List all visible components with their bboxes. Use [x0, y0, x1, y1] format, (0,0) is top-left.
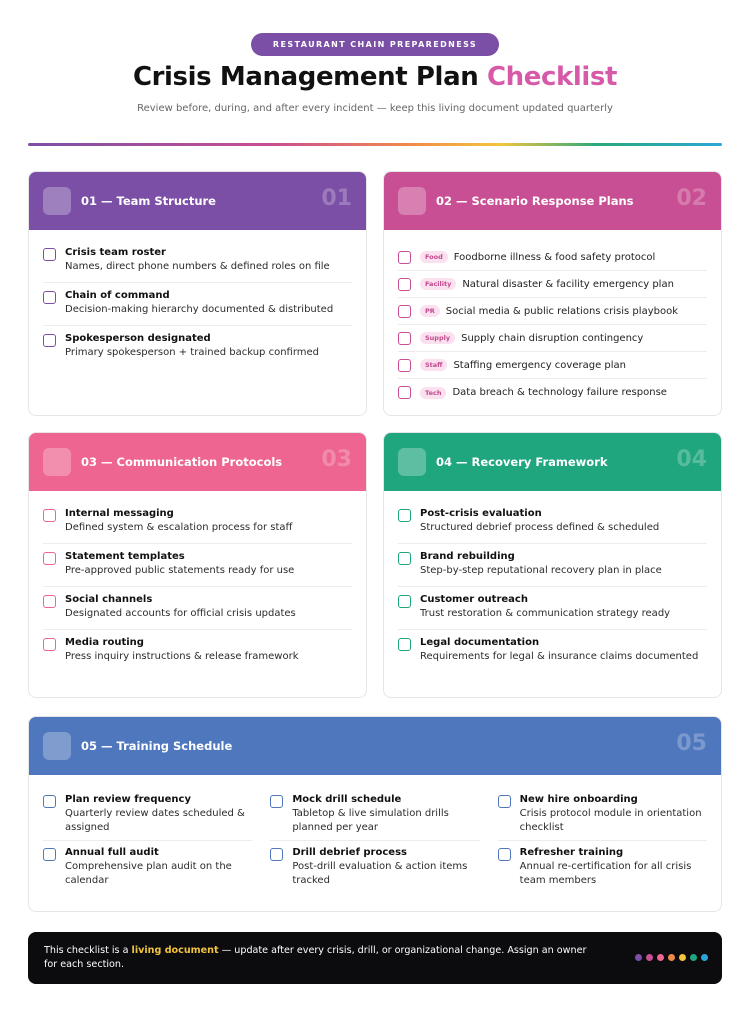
checkbox[interactable]: [43, 334, 56, 347]
card-communication-protocols: [28, 432, 367, 698]
checklist-item: [398, 325, 707, 352]
checkbox[interactable]: [43, 848, 56, 861]
item-description: Step-by-step reputational recovery plan in place: [420, 565, 662, 576]
item-description: Primary spokesperson + trained backup confirmed: [65, 347, 320, 358]
item-title: Refresher training: [519, 847, 624, 858]
checkbox[interactable]: [43, 595, 56, 608]
section-title: 02 — Scenario Response Plans: [436, 194, 634, 208]
checkbox[interactable]: [398, 332, 411, 345]
checklist-item: [398, 507, 707, 544]
item-description: Comprehensive plan audit on the calendar: [65, 861, 232, 886]
category-badge: RESTAURANT CHAIN PREPAREDNESS: [251, 33, 499, 56]
section-title: 04 — Recovery Framework: [436, 455, 608, 469]
item-description: Pre-approved public statements ready for use: [65, 565, 295, 576]
item-title: Statement templates: [65, 551, 185, 562]
item-description: Defined system & escalation process for staff: [65, 522, 293, 533]
checklist-item: [398, 379, 707, 406]
section-icon: [398, 187, 426, 215]
item-description: Quarterly review dates scheduled & assigned: [65, 808, 245, 833]
item-description: Press inquiry instructions & release framework: [65, 651, 299, 662]
item-text: Social media & public relations crisis playbook: [445, 305, 678, 317]
checklist-item: [43, 246, 352, 283]
checklist-column: [270, 793, 479, 898]
section-title: 05 — Training Schedule: [81, 739, 233, 753]
checklist-item: [43, 593, 352, 630]
section-icon: [398, 448, 426, 476]
category-tag: Facility: [420, 278, 456, 290]
category-tag: Food: [420, 251, 448, 263]
card-scenario-response: [383, 171, 722, 416]
item-description: Designated accounts for official crisis updates: [65, 608, 296, 619]
checklist-item: [398, 593, 707, 630]
item-description: Trust restoration & communication strategy ready: [420, 608, 671, 619]
item-title: Mock drill schedule: [292, 794, 402, 805]
card-recovery-framework: [383, 432, 722, 698]
checklist-item: [43, 636, 352, 672]
card-header: [384, 433, 721, 491]
color-dot: [701, 954, 708, 961]
color-dot: [679, 954, 686, 961]
item-title: Customer outreach: [420, 594, 528, 605]
item-title: Media routing: [65, 637, 144, 648]
checklist-item: [43, 793, 252, 841]
item-title: Plan review frequency: [65, 794, 191, 805]
title-accent: Checklist: [486, 62, 618, 92]
item-title: Chain of command: [65, 290, 170, 301]
footer-highlight: living document: [131, 945, 219, 956]
category-tag: Staff: [420, 359, 447, 371]
checkbox[interactable]: [43, 552, 56, 565]
checkbox[interactable]: [498, 848, 511, 861]
color-dot: [690, 954, 697, 961]
item-text: Staffing emergency coverage plan: [453, 359, 626, 371]
section-number: 01: [321, 186, 352, 211]
item-title: Legal documentation: [420, 637, 540, 648]
card-team-structure: [28, 171, 367, 416]
checklist-item: [43, 550, 352, 587]
section-number: 02: [676, 186, 707, 211]
card-header: [29, 717, 721, 775]
item-title: Internal messaging: [65, 508, 174, 519]
footer-text: [44, 944, 589, 972]
color-dot: [668, 954, 675, 961]
checklist-item: [43, 289, 352, 326]
color-dot: [635, 954, 642, 961]
section-number: 04: [676, 447, 707, 472]
item-description: Names, direct phone numbers & defined roles on file: [65, 261, 330, 272]
card-header: [29, 433, 366, 491]
section-number: 05: [676, 731, 707, 756]
checkbox[interactable]: [43, 291, 56, 304]
checklist-item: [270, 846, 479, 893]
gradient-divider: [28, 143, 722, 146]
checklist-item: [43, 507, 352, 544]
checkbox[interactable]: [270, 795, 283, 808]
checklist-item: [398, 298, 707, 325]
section-title: 01 — Team Structure: [81, 194, 216, 208]
checklist-item: [498, 793, 707, 841]
item-description: Tabletop & live simulation drills planned per year: [292, 808, 449, 833]
checkbox[interactable]: [398, 638, 411, 651]
footer-text-post: — update after every crisis, drill, or organizational change. Assign an owner for each section.: [44, 945, 587, 970]
section-title: 03 — Communication Protocols: [81, 455, 283, 469]
item-title: Post-crisis evaluation: [420, 508, 542, 519]
footer-note: [28, 932, 722, 984]
checklist-column: [498, 793, 707, 898]
checkbox[interactable]: [398, 278, 411, 291]
category-tag: Tech: [420, 387, 446, 399]
checkbox[interactable]: [398, 359, 411, 372]
checklist: [29, 491, 366, 672]
checkbox[interactable]: [398, 509, 411, 522]
card-header: [384, 172, 721, 230]
category-tag: PR: [420, 305, 440, 317]
checkbox[interactable]: [398, 595, 411, 608]
color-dots: [631, 954, 708, 961]
card-header: [29, 172, 366, 230]
checkbox[interactable]: [398, 305, 411, 318]
checklist-item: [398, 244, 707, 271]
item-description: Annual re-certification for all crisis team members: [519, 861, 692, 886]
checklist-item: [398, 352, 707, 379]
section-icon: [43, 732, 71, 760]
checkbox[interactable]: [43, 248, 56, 261]
item-description: Structured debrief process defined & scheduled: [420, 522, 660, 533]
checkbox[interactable]: [498, 795, 511, 808]
checklist-item: [43, 332, 352, 368]
item-title: Spokesperson designated: [65, 333, 211, 344]
item-description: Crisis protocol module in orientation checklist: [519, 808, 702, 833]
checkbox[interactable]: [43, 795, 56, 808]
checkbox[interactable]: [270, 848, 283, 861]
checklist-grid: [29, 775, 721, 898]
item-text: Natural disaster & facility emergency plan: [462, 278, 674, 290]
checklist-column: [43, 793, 252, 898]
checklist: [384, 230, 721, 406]
item-title: New hire onboarding: [519, 794, 638, 805]
section-icon: [43, 448, 71, 476]
page-subtitle: Review before, during, and after every incident — keep this living document updated quarterly: [137, 103, 613, 114]
checklist: [384, 491, 721, 672]
item-title: Annual full audit: [65, 847, 159, 858]
checkbox[interactable]: [398, 386, 411, 399]
color-dot: [657, 954, 664, 961]
checklist-item: [398, 636, 707, 672]
checklist-item: [398, 550, 707, 587]
checkbox[interactable]: [43, 638, 56, 651]
page-title: [0, 62, 750, 92]
checklist-item: [398, 271, 707, 298]
item-title: Brand rebuilding: [420, 551, 515, 562]
checkbox[interactable]: [398, 251, 411, 264]
footer-text-pre: This checklist is a: [44, 945, 132, 956]
card-training-schedule: [28, 716, 722, 912]
item-title: Drill debrief process: [292, 847, 407, 858]
item-description: Requirements for legal & insurance claims documented: [420, 651, 699, 662]
item-title: Crisis team roster: [65, 247, 166, 258]
item-text: Supply chain disruption contingency: [461, 332, 644, 344]
title-main: Crisis Management Plan: [132, 62, 479, 92]
section-icon: [43, 187, 71, 215]
item-description: Decision-making hierarchy documented & distributed: [65, 304, 334, 315]
section-number: 03: [321, 447, 352, 472]
checklist-item: [270, 793, 479, 841]
item-text: Foodborne illness & food safety protocol: [453, 251, 656, 263]
category-tag: Supply: [420, 332, 455, 344]
checklist-item: [498, 846, 707, 893]
color-dot: [646, 954, 653, 961]
checkbox[interactable]: [43, 509, 56, 522]
item-title: Social channels: [65, 594, 153, 605]
item-text: Data breach & technology failure response: [452, 387, 667, 398]
checklist-item: [43, 846, 252, 893]
checklist: [29, 230, 366, 368]
item-description: Post-drill evaluation & action items tracked: [292, 861, 468, 886]
checkbox[interactable]: [398, 552, 411, 565]
